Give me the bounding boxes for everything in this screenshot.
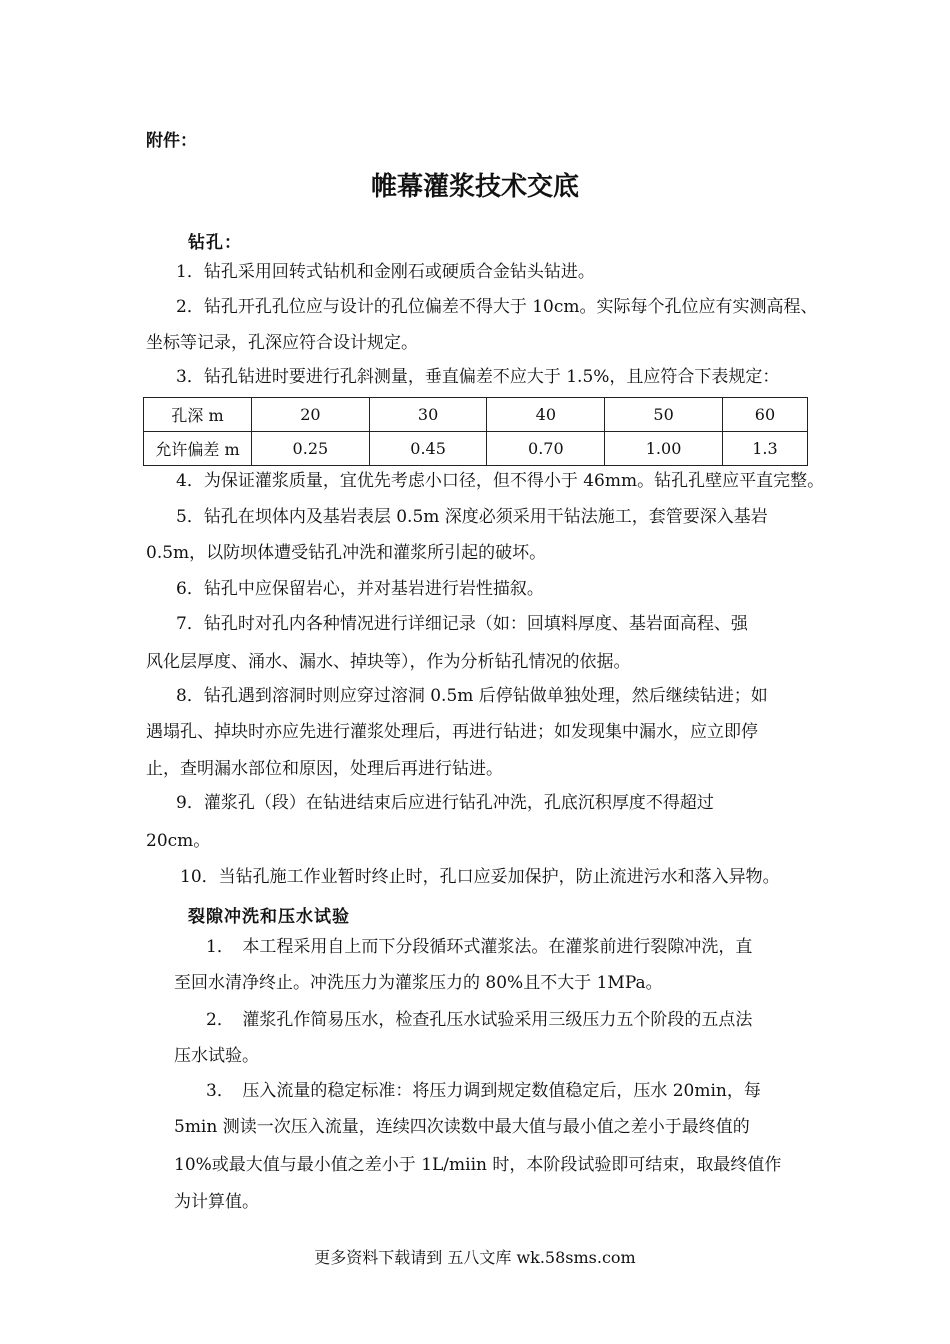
paragraph-line: 8．钻孔遇到溶洞时则应穿过溶洞 0.5m 后停钻做单独处理，然后继续钻进；如 bbox=[176, 686, 768, 706]
paragraph-line: 至回水清净终止。冲洗压力为灌浆压力的 80%且不大于 1MPa。 bbox=[174, 973, 663, 993]
paragraph-line: 10．当钻孔施工作业暂时终止时，孔口应妥加保护，防止流进污水和落入异物。 bbox=[180, 867, 780, 887]
table-cell: 允许偏差 m bbox=[144, 432, 252, 466]
paragraph-line: 3． 压入流量的稳定标准：将压力调到规定数值稳定后，压水 20min，每 bbox=[206, 1081, 761, 1101]
attachment-label: 附件： bbox=[146, 131, 197, 151]
table-cell: 0.45 bbox=[369, 432, 487, 466]
paragraph-line: 1． 本工程采用自上而下分段循环式灌浆法。在灌浆前进行裂隙冲洗，直 bbox=[206, 937, 753, 957]
table-row bbox=[144, 398, 808, 432]
paragraph-line: 风化层厚度、涌水、漏水、掉块等），作为分析钻孔情况的依据。 bbox=[146, 652, 631, 672]
paragraph-line: 遇塌孔、掉块时亦应先进行灌浆处理后，再进行钻进；如发现集中漏水，应立即停 bbox=[146, 722, 758, 742]
paragraph-line: 9．灌浆孔（段）在钻进结束后应进行钻孔冲洗，孔底沉积厚度不得超过 bbox=[176, 793, 714, 813]
footer-link[interactable]: 更多资料下载请到 五八文库 wk.58sms.com bbox=[314, 1248, 636, 1267]
document-title: 帷幕灌浆技术交底 bbox=[370, 172, 579, 202]
paragraph-line: 为计算值。 bbox=[174, 1192, 259, 1212]
paragraph-line: 2． 灌浆孔作简易压水，检查孔压水试验采用三级压力五个阶段的五点法 bbox=[206, 1010, 753, 1030]
table-cell: 40 bbox=[487, 398, 605, 432]
paragraph-line: 5min 测读一次压入流量，连续四次读数中最大值与最小值之差小于最终值的 bbox=[174, 1117, 750, 1137]
table-cell: 1.00 bbox=[605, 432, 723, 466]
paragraph-line: 2．钻孔开孔孔位应与设计的孔位偏差不得大于 10cm。实际每个孔位应有实测高程、 bbox=[176, 297, 818, 317]
table-cell: 20 bbox=[252, 398, 370, 432]
paragraph-line: 5．钻孔在坝体内及基岩表层 0.5m 深度必须采用干钻法施工，套管要深入基岩 bbox=[176, 507, 768, 527]
paragraph-line: 压水试验。 bbox=[174, 1046, 259, 1066]
table-cell: 30 bbox=[369, 398, 487, 432]
table-cell: 50 bbox=[605, 398, 723, 432]
section-heading-drilling: 钻孔： bbox=[188, 233, 242, 253]
table-cell: 0.70 bbox=[487, 432, 605, 466]
paragraph-line: 6．钻孔中应保留岩心，并对基岩进行岩性描叙。 bbox=[176, 579, 544, 599]
paragraph-line: 止，查明漏水部位和原因，处理后再进行钻进。 bbox=[146, 759, 503, 779]
paragraph-line: 4．为保证灌浆质量，宜优先考虑小口径，但不得小于 46mm。钻孔孔壁应平直完整。 bbox=[176, 471, 825, 491]
paragraph-line: 0.5m，以防坝体遭受钻孔冲洗和灌浆所引起的破坏。 bbox=[146, 543, 547, 563]
table-cell: 1.3 bbox=[722, 432, 807, 466]
paragraph-line: 坐标等记录，孔深应符合设计规定。 bbox=[146, 333, 418, 353]
table-cell: 60 bbox=[722, 398, 807, 432]
table-row bbox=[144, 432, 808, 466]
table-cell: 孔深 m bbox=[144, 398, 252, 432]
section-heading-flushing: 裂隙冲洗和压水试验 bbox=[188, 907, 350, 927]
paragraph-line: 10%或最大值与最小值之差小于 1L/miin 时，本阶段试验即可结束，取最终值作 bbox=[174, 1155, 782, 1175]
table-cell: 0.25 bbox=[252, 432, 370, 466]
paragraph-line: 1．钻孔采用回转式钻机和金刚石或硬质合金钻头钻进。 bbox=[176, 262, 595, 282]
deviation-table bbox=[143, 397, 808, 466]
paragraph-line: 20cm。 bbox=[146, 831, 211, 851]
paragraph-line: 7．钻孔时对孔内各种情况进行详细记录（如：回填料厚度、基岩面高程、强 bbox=[176, 614, 748, 634]
paragraph-line: 3．钻孔钻进时要进行孔斜测量，垂直偏差不应大于 1.5%，且应符合下表规定： bbox=[176, 367, 780, 387]
